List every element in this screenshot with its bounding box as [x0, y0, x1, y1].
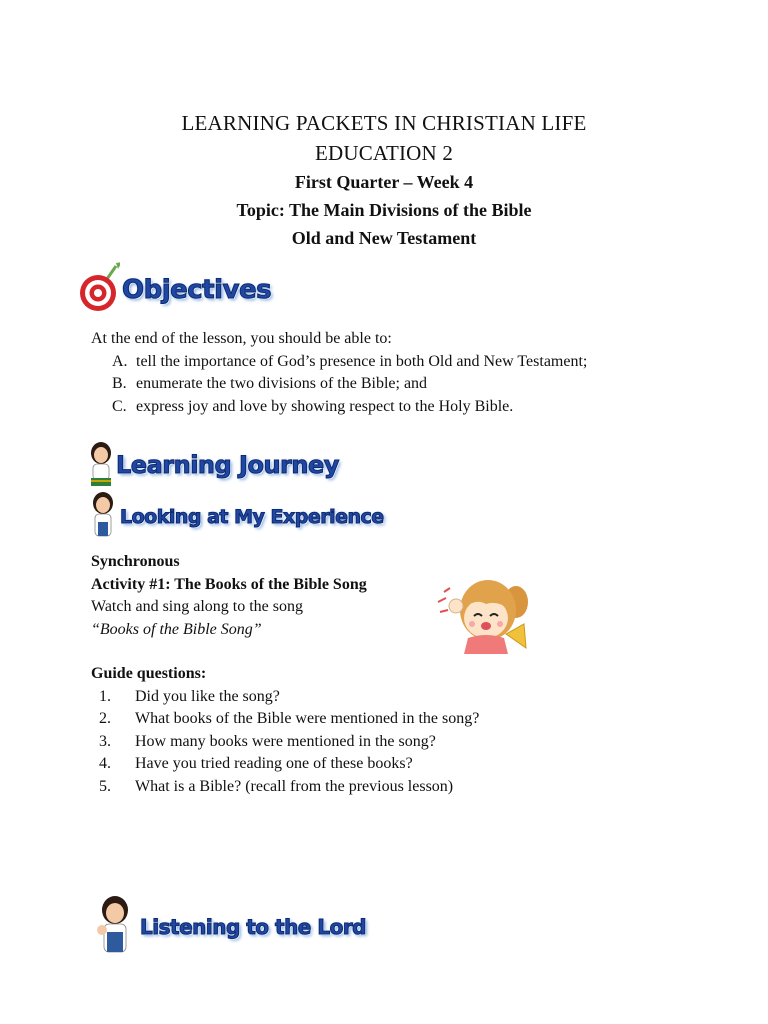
activity-instruction: Watch and sing along to the song — [91, 598, 304, 615]
singing-girl-icon — [432, 572, 532, 654]
list-item — [112, 396, 691, 419]
subtopic-label: Old and New Testament — [291, 228, 477, 248]
list-marker: 3. — [99, 732, 111, 750]
quarter-label: First Quarter – Week 4 — [294, 172, 474, 192]
listening-banner — [94, 896, 366, 958]
list-item-text: enumerate the two divisions of the Bible; and — [136, 375, 428, 392]
objectives-banner-label: Objectives — [122, 275, 272, 305]
experience-section — [91, 551, 691, 798]
topic-label: Topic: The Main Divisions of the Bible — [236, 200, 532, 220]
experience-banner — [90, 492, 384, 542]
list-marker: B. — [112, 375, 127, 392]
list-item-text: What books of the Bible were mentioned in the song? — [135, 710, 480, 727]
objectives-section — [91, 328, 691, 418]
list-marker: C. — [112, 397, 127, 415]
target-icon — [78, 260, 120, 312]
list-item-text: express joy and love by showing respect to the Holy Bible. — [136, 397, 514, 415]
list-marker: 5. — [99, 777, 111, 795]
teacher-avatar-icon — [94, 896, 136, 958]
list-item-text: How many books were mentioned in the song? — [135, 732, 436, 750]
list-item-text: Have you tried reading one of these books? — [135, 755, 413, 772]
teacher-avatar-icon — [90, 492, 116, 542]
listening-banner-label: Listening to the Lord — [140, 915, 366, 939]
learning-journey-banner-label: Learning Journey — [116, 451, 339, 479]
song-title: “Books of the Bible Song” — [91, 620, 262, 638]
list-marker: 1. — [99, 687, 111, 705]
list-marker: A. — [112, 352, 128, 370]
learning-journey-banner — [88, 442, 339, 488]
guide-questions-heading: Guide questions: — [91, 665, 207, 682]
document-title-line-2: EDUCATION 2 — [314, 141, 454, 165]
list-item — [99, 776, 691, 799]
list-item-text: tell the importance of God’s presence in both Old and New Testament; — [136, 352, 588, 370]
objectives-intro: At the end of the lesson, you should be able to: — [91, 330, 392, 347]
objectives-list — [112, 351, 691, 419]
activity-title: Activity #1: The Books of the Bible Song — [91, 575, 367, 593]
teacher-avatar-icon — [88, 442, 114, 488]
list-item-text: Did you like the song? — [135, 687, 280, 705]
mode-label: Synchronous — [91, 553, 180, 570]
list-item — [99, 708, 691, 731]
list-item — [112, 373, 691, 396]
list-item — [112, 351, 691, 374]
experience-banner-label: Looking at My Experience — [120, 506, 384, 528]
list-item-text: What is a Bible? (recall from the previous lesson) — [135, 777, 454, 795]
list-item — [99, 686, 691, 709]
list-item — [99, 753, 691, 776]
guide-questions-list — [99, 686, 691, 799]
list-marker: 4. — [99, 755, 111, 772]
document-header — [0, 108, 768, 252]
list-item — [99, 731, 691, 754]
list-marker: 2. — [99, 710, 111, 727]
document-title-line-1: LEARNING PACKETS IN CHRISTIAN LIFE — [181, 111, 587, 135]
objectives-banner — [78, 260, 271, 312]
